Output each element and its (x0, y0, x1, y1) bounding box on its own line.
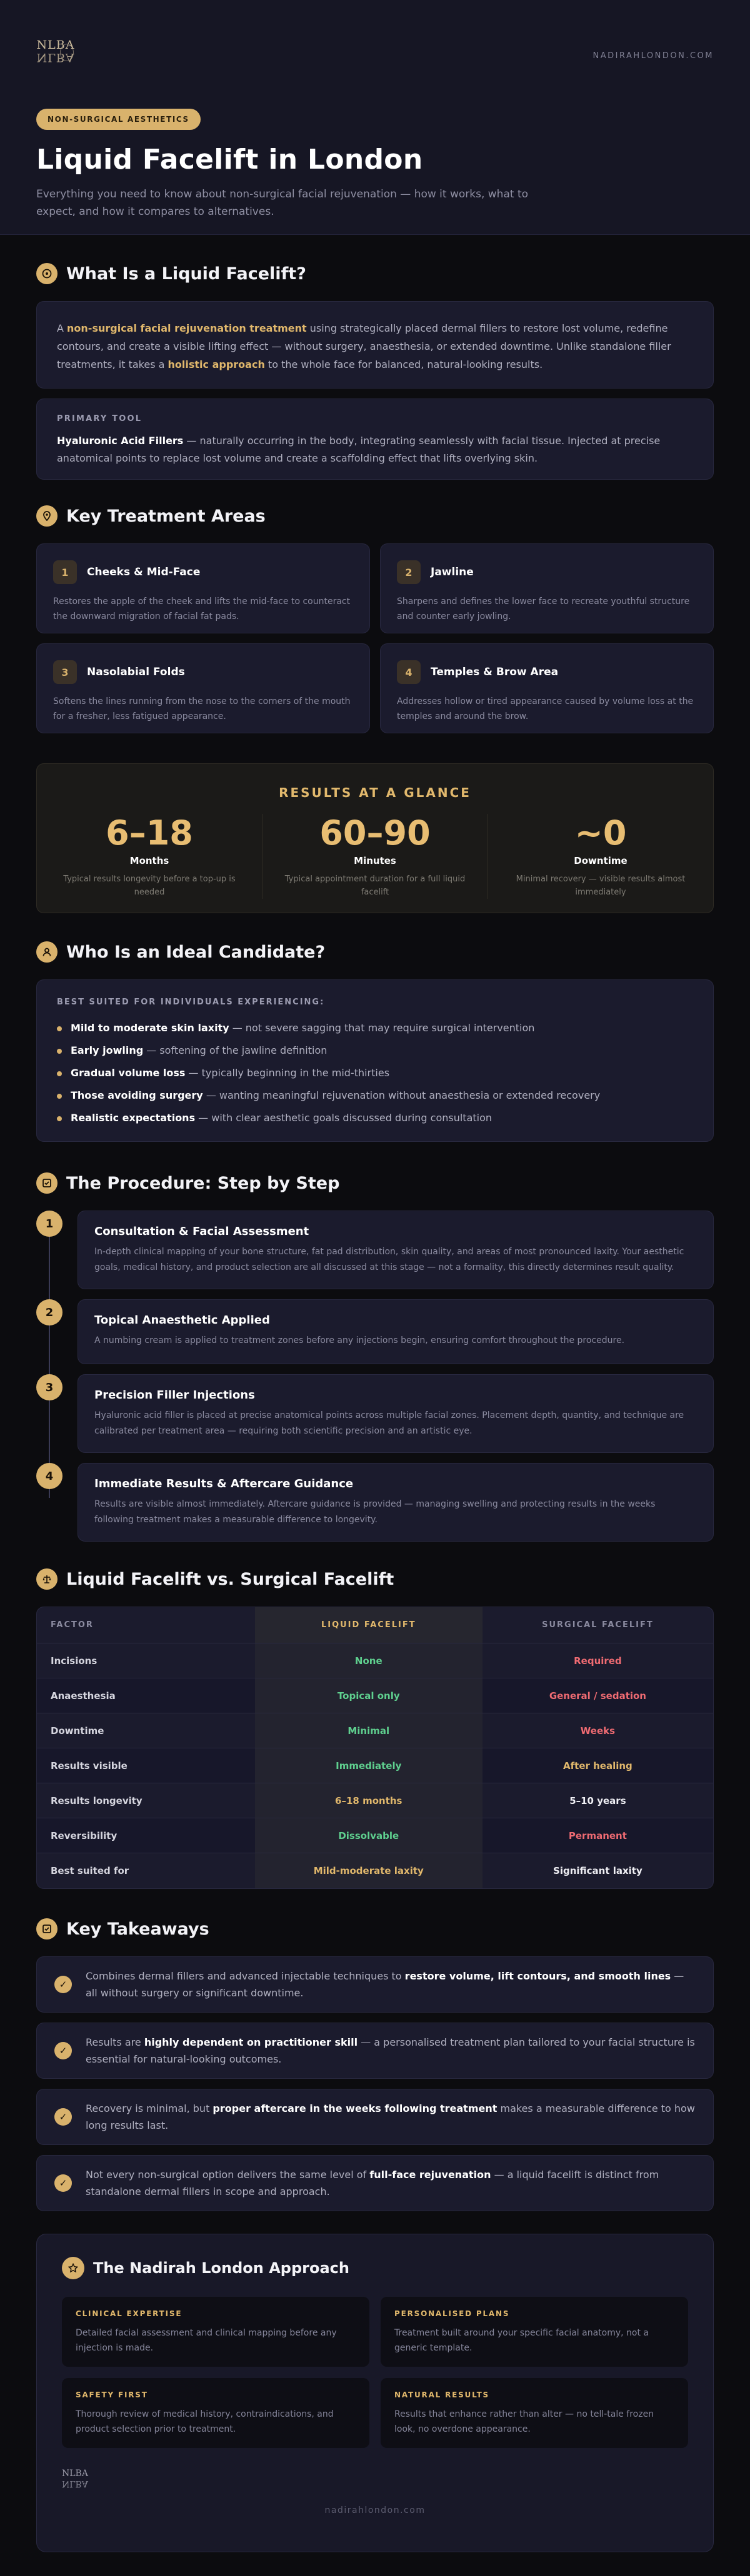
liquid-cell: None (255, 1643, 482, 1678)
steps-timeline (36, 1211, 714, 1542)
stat-note: Typical appointment duration for a full liquid facelift (284, 874, 466, 897)
table-row (37, 1853, 713, 1888)
item-text: — typically beginning in the mid-thirties (185, 1067, 390, 1079)
treatment-area-card (36, 643, 370, 733)
footer-url-link[interactable]: nadirahlondon.com (324, 2505, 426, 2515)
candidate-label: BEST SUITED FOR INDIVIDUALS EXPERIENCING: (57, 998, 325, 1007)
logo-ring-icon (60, 44, 74, 61)
step-item (36, 1211, 714, 1289)
intro-text: to the whole face for balanced, natural-looking results. (264, 359, 543, 370)
treatment-areas-grid (36, 543, 714, 733)
factor-cell: Downtime (37, 1713, 255, 1748)
section-header (36, 941, 714, 963)
liquid-cell: Topical only (255, 1678, 482, 1713)
intro-text: using strategically placed dermal fillers to restore lost volume, redefine contours, and create a visible lifting effect — without surgery, anaesthesia, or extended downtime. Unlike standalone filler treatments, it takes a (57, 322, 671, 370)
tool-name: Hyaluronic Acid Fillers (57, 435, 184, 447)
item-bold: Mild to moderate skin laxity (71, 1022, 229, 1034)
item-bold: Gradual volume loss (71, 1067, 186, 1079)
factor-cell: Best suited for (51, 1865, 129, 1876)
approach-header (62, 2257, 688, 2279)
approach-description: Thorough review of medical history, contraindications, and product selection prior to treatment. (76, 2409, 334, 2434)
top-bar (36, 0, 714, 72)
surgical-cell: Significant laxity (553, 1865, 642, 1876)
step-card (78, 1211, 714, 1289)
step-number: 1 (36, 1211, 62, 1237)
section-title: Who Is an Ideal Candidate? (66, 942, 326, 962)
factor-cell: Incisions (37, 1643, 255, 1678)
check-icon: ✓ (54, 2042, 72, 2059)
area-title: Jawline (431, 566, 474, 578)
item-text: — wanting meaningful rejuvenation without anaesthesia or extended recovery (202, 1089, 601, 1101)
intro-text: A (57, 322, 68, 334)
approach-description: Treatment built around your specific facial anatomy, not a generic template. (394, 2328, 649, 2353)
tool-description: — naturally occurring in the body, integrating seamlessly with facial tissue. Injected at precise anatomical points to replace lost volume and create a scaffolding effect that lifts overlying skin. (57, 435, 661, 464)
area-title: Nasolabial Folds (87, 666, 185, 678)
check-icon: ✓ (54, 2108, 72, 2126)
step-card (78, 1463, 714, 1542)
column-header: LIQUID FACELIFT (255, 1607, 482, 1643)
hero (0, 0, 750, 235)
area-number: 1 (53, 560, 77, 584)
approach-label: SAFETY FIRST (76, 2390, 148, 2399)
logo-text-mirrored: NLBA (36, 51, 75, 64)
stat-unit: Minutes (354, 855, 396, 866)
takeaway-bold: restore volume, lift contours, and smooth lines (404, 1970, 671, 1982)
area-description: Addresses hollow or tired appearance caused by volume loss at the temples and around the brow. (397, 696, 694, 721)
item-bold: Early jowling (71, 1044, 144, 1056)
column-header: SURGICAL FACELIFT (482, 1607, 713, 1643)
area-number: 3 (53, 660, 77, 684)
takeaway-text (86, 1968, 696, 2001)
factor-cell: Reversibility (37, 1818, 255, 1853)
section-what-is (36, 262, 714, 480)
step-number: 2 (36, 1299, 62, 1325)
factor-cell: Anaesthesia (37, 1678, 255, 1713)
takeaway-item (36, 2023, 714, 2079)
table-row (37, 1643, 713, 1678)
section-header (36, 505, 714, 527)
area-title: Temples & Brow Area (431, 666, 559, 678)
takeaways-list (36, 1956, 714, 2211)
area-description: Sharpens and defines the lower face to recreate youthful structure and counter early jowling. (397, 597, 690, 622)
section-title: Liquid Facelift vs. Surgical Facelift (66, 1569, 394, 1589)
results-at-a-glance (36, 763, 714, 913)
stat-downtime (488, 814, 713, 899)
takeaway-bold: highly dependent on practitioner skill (144, 2036, 358, 2048)
factor-cell: Results longevity (37, 1783, 255, 1818)
approach-label: PERSONALISED PLANS (394, 2309, 510, 2318)
takeaway-part: Results are (86, 2036, 144, 2048)
approach-label: NATURAL RESULTS (394, 2390, 489, 2399)
surgical-cell: Permanent (482, 1818, 713, 1853)
table-row (37, 1678, 713, 1713)
area-title: Cheeks & Mid-Face (87, 566, 201, 578)
surgical-cell: General / sedation (482, 1678, 713, 1713)
list-item (57, 1039, 693, 1062)
takeaway-item (36, 1956, 714, 2013)
surgical-cell: After healing (482, 1748, 713, 1783)
section-header (36, 262, 714, 285)
surgical-cell: 5–10 years (482, 1783, 713, 1818)
takeaway-item (36, 2089, 714, 2145)
step-title: Consultation & Facial Assessment (94, 1225, 309, 1238)
star-icon (62, 2257, 84, 2279)
candidate-list (57, 1017, 693, 1129)
list-item (57, 1062, 693, 1084)
table-header-row (37, 1607, 713, 1643)
step-title: Immediate Results & Aftercare Guidance (94, 1477, 354, 1490)
section-title: The Procedure: Step by Step (66, 1173, 340, 1193)
list-item (57, 1084, 693, 1107)
step-item (36, 1299, 714, 1364)
section-title: What Is a Liquid Facelift? (66, 264, 306, 284)
category-badge: NON-SURGICAL AESTHETICS (36, 109, 201, 130)
table-row (37, 1748, 713, 1783)
step-description: A numbing cream is applied to treatment zones before any injections begin, ensuring comfort throughout the procedure. (94, 1335, 625, 1345)
section-treatment-areas (36, 505, 714, 733)
section-takeaways (36, 1918, 714, 2211)
section-ideal-candidate (36, 941, 714, 1142)
stats-row (37, 814, 713, 899)
page-title: Liquid Facelift in London (36, 144, 423, 176)
brand-logo[interactable] (36, 39, 75, 72)
item-text: — with clear aesthetic goals discussed during consultation (195, 1112, 492, 1124)
takeaway-part: makes a measurable difference to how long results last. (86, 2103, 695, 2131)
takeaway-bold: full-face rejuvenation (369, 2169, 491, 2181)
step-card (78, 1374, 714, 1453)
approach-label: CLINICAL EXPERTISE (76, 2309, 182, 2318)
section-title: Key Treatment Areas (66, 506, 266, 526)
step-item (36, 1463, 714, 1542)
candidate-card (36, 979, 714, 1142)
nadirah-approach (36, 2234, 714, 2552)
section-title: Key Takeaways (66, 1919, 209, 1939)
check-icon: ✓ (54, 2174, 72, 2192)
takeaway-part: Recovery is minimal, but (86, 2103, 213, 2114)
footer-logo (62, 2469, 96, 2497)
stat-longevity (37, 814, 262, 899)
takeaway-bold: proper aftercare in the weeks following treatment (212, 2103, 498, 2114)
step-item (36, 1374, 714, 1453)
main-content (0, 262, 750, 2552)
treatment-area-card (380, 643, 714, 733)
approach-description: Results that enhance rather than alter — no tell-tale frozen look, no overdone appearance. (394, 2409, 654, 2434)
check-icon: ✓ (54, 1976, 72, 1993)
takeaway-text (86, 2034, 696, 2068)
step-card (78, 1299, 714, 1364)
step-description: Hyaluronic acid filler is placed at precise anatomical points across multiple facial zones. Placement depth, quantity, and technique are calibrated per treatment area — requiring both scientific precision and an artistic eye. (94, 1410, 684, 1436)
takeaway-text (86, 2100, 696, 2134)
takeaway-text (86, 2166, 696, 2200)
tool-text (57, 432, 693, 467)
area-number: 2 (397, 560, 421, 584)
section-header (36, 1568, 714, 1590)
table-row (37, 1783, 713, 1818)
intro-highlight: holistic approach (168, 359, 265, 370)
checkbox-icon (36, 1918, 58, 1939)
approach-cell (381, 2297, 688, 2367)
table-row (37, 1713, 713, 1748)
section-header (36, 1918, 714, 1940)
info-icon (36, 263, 58, 284)
step-description: In-depth clinical mapping of your bone structure, fat pad distribution, skin quality, and areas of most pronounced laxity. Your aesthetic goals, medical history, and product selection are all discussed at this stage — not a formality, this directly determines result quality. (94, 1247, 684, 1272)
results-title: RESULTS AT A GLANCE (279, 785, 471, 800)
stat-unit: Downtime (574, 855, 628, 866)
stat-duration (262, 814, 488, 899)
approach-cell (62, 2378, 369, 2448)
stat-note: Typical results longevity before a top-up is needed (63, 874, 236, 897)
list-item (57, 1107, 693, 1129)
area-description: Softens the lines running from the nose to the corners of the mouth for a fresher, less fatigued appearance. (53, 696, 351, 721)
logo-text: NLBA (62, 2469, 88, 2479)
liquid-cell: Minimal (255, 1713, 482, 1748)
site-url-link[interactable]: NADIRAHLONDON.COM (592, 51, 714, 61)
area-number: 4 (397, 660, 421, 684)
scales-icon (36, 1568, 58, 1590)
approach-cell (381, 2378, 688, 2448)
section-procedure (36, 1172, 714, 1542)
logo-text-mirrored: NLBA (62, 2479, 88, 2489)
section-header (36, 1172, 714, 1194)
liquid-cell: Mild-moderate laxity (255, 1853, 482, 1888)
tool-label: PRIMARY TOOL (57, 414, 142, 424)
approach-title: The Nadirah London Approach (93, 2259, 349, 2277)
intro-highlight: non-surgical facial rejuvenation treatment (67, 322, 307, 334)
section-comparison (36, 1568, 714, 1889)
approach-cell (62, 2297, 369, 2367)
item-text: — not severe sagging that may require surgical intervention (229, 1022, 535, 1034)
item-text: — softening of the jawline definition (143, 1044, 328, 1056)
takeaway-part: Combines dermal fillers and advanced injectable techniques to (86, 1970, 405, 1982)
approach-grid (62, 2297, 688, 2448)
treatment-area-card (380, 543, 714, 633)
location-pin-icon (36, 505, 58, 527)
logo-text: NLBA (36, 38, 75, 52)
user-icon (36, 941, 58, 963)
approach-description: Detailed facial assessment and clinical mapping before any injection is made. (76, 2328, 337, 2353)
factor-cell: Results visible (37, 1748, 255, 1783)
surgical-cell: Weeks (482, 1713, 713, 1748)
step-title: Precision Filler Injections (94, 1389, 255, 1402)
area-description: Restores the apple of the cheek and lifts the mid-face to counteract the downward migration of facial fat pads. (53, 597, 351, 622)
treatment-area-card (36, 543, 370, 633)
checklist-icon (36, 1172, 58, 1194)
column-header: FACTOR (37, 1607, 255, 1643)
primary-tool-card (36, 399, 714, 480)
stat-note: Minimal recovery — visible results almost immediately (516, 874, 686, 897)
takeaway-part: — all without surgery or significant downtime. (86, 1970, 684, 1999)
intro-card (36, 301, 714, 389)
page-subtitle: Everything you need to know about non-surgical facial rejuvenation — how it works, what to expect, and how it compares to alternatives. (36, 188, 529, 218)
liquid-cell: 6–18 months (255, 1783, 482, 1818)
takeaway-part: — a liquid facelift is distinct from standalone dermal fillers in scope and approach. (86, 2169, 659, 2197)
item-bold: Realistic expectations (71, 1112, 196, 1124)
surgical-cell: Required (482, 1643, 713, 1678)
list-item (57, 1017, 693, 1039)
comparison-table (36, 1607, 714, 1889)
step-description: Results are visible almost immediately. Aftercare guidance is provided — managing swelling and protecting results in the weeks following treatment makes a measurable difference to longevity. (94, 1499, 656, 1525)
liquid-cell: Immediately (255, 1748, 482, 1783)
stat-value: 6–18 (106, 813, 193, 853)
step-number: 4 (36, 1463, 62, 1489)
item-bold: Those avoiding surgery (71, 1089, 203, 1101)
takeaway-item (36, 2155, 714, 2211)
stat-value: 60–90 (319, 813, 431, 853)
liquid-cell: Dissolvable (255, 1818, 482, 1853)
table-row (37, 1818, 713, 1853)
step-number: 3 (36, 1374, 62, 1400)
stat-unit: Months (129, 855, 169, 866)
takeaway-part: Not every non-surgical option delivers the same level of (86, 2169, 370, 2181)
takeaway-part: — a personalised treatment plan tailored to your facial structure is essential for natural-looking outcomes. (86, 2036, 695, 2065)
stat-value: ~0 (574, 813, 627, 853)
step-title: Topical Anaesthetic Applied (94, 1314, 270, 1327)
